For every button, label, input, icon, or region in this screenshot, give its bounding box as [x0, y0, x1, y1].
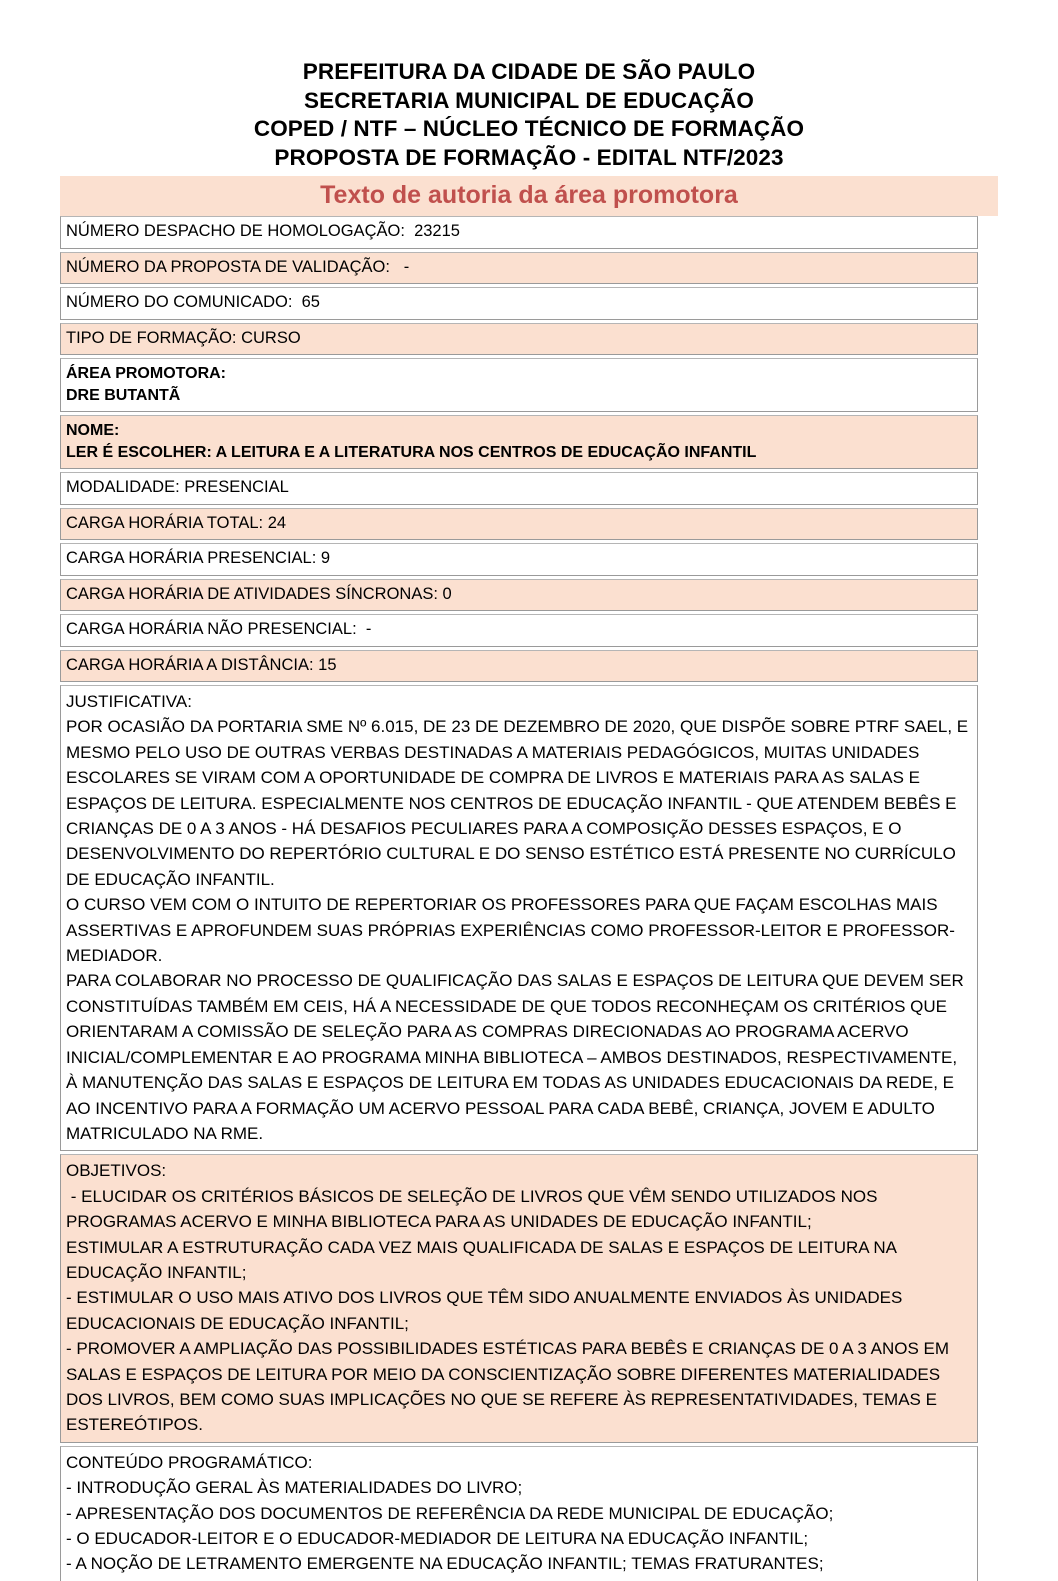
- row-nome: [60, 415, 978, 469]
- authorship-banner-text: Texto de autoria da área promotora: [320, 181, 738, 209]
- area-promotora-value: DRE BUTANTÃ: [66, 386, 181, 404]
- numero-proposta-validacao-text: NÚMERO DA PROPOSTA DE VALIDAÇÃO: -: [66, 257, 410, 276]
- row-carga-horaria-presencial: [60, 543, 978, 576]
- conteudo-item-1: - INTRODUÇÃO GERAL ÀS MATERIALIDADES DO LIVRO;: [66, 1478, 523, 1498]
- justificativa-paragraph-1: POR OCASIÃO DA PORTARIA SME Nº 6.015, DE 23 DE DEZEMBRO DE 2020, QUE DISPÕE SOBRE PTRF SAEL, E MESMO PELO USO DE OUTRAS VERBAS DESTINADAS A MATERIAIS PEDAGÓGICOS, MUITAS UNIDADES ESCOLARES SE VIRAM COM A OPORTUNIDADE DE COMPRA DE LIVROS E MATERIAIS PARA AS SALAS E ESPAÇOS DE LEITURA. ESPECIALMENTE NOS CENTROS DE EDUCAÇÃO INFANTIL - QUE ATENDEM BEBÊS E CRIANÇAS DE 0 A 3 ANOS - HÁ DESAFIOS PECULIARES PARA A COMPOSIÇÃO DESSES ESPAÇOS, E O DESENVOLVIMENTO DO REPERTÓRIO CULTURAL E DO SENSO ESTÉTICO ESTÁ PRESENTE NO CURRÍCULO DE EDUCAÇÃO INFANTIL.: [66, 717, 973, 889]
- area-promotora-label: ÁREA PROMOTORA:: [66, 365, 226, 382]
- carga-horaria-nao-presencial-text: CARGA HORÁRIA NÃO PRESENCIAL: -: [66, 620, 372, 638]
- objetivos-item-2: ESTIMULAR A ESTRUTURAÇÃO CADA VEZ MAIS QUALIFICADA DE SALAS E ESPAÇOS DE LEITURA NA EDUCAÇÃO INFANTIL;: [66, 1237, 901, 1282]
- modalidade-text: MODALIDADE: PRESENCIAL: [66, 478, 289, 496]
- row-conteudo-programatico: [60, 1446, 978, 1581]
- numero-comunicado-text: NÚMERO DO COMUNICADO: 65: [66, 293, 320, 311]
- conteudo-item-2: - APRESENTAÇÃO DOS DOCUMENTOS DE REFERÊNCIA DA REDE MUNICIPAL DE EDUCAÇÃO;: [66, 1503, 834, 1523]
- row-carga-horaria-nao-presencial: [60, 614, 978, 647]
- carga-horaria-presencial-text: CARGA HORÁRIA PRESENCIAL: 9: [66, 549, 331, 567]
- proposal-form-table: [60, 216, 978, 1581]
- tipo-formacao-text: TIPO DE FORMAÇÃO: CURSO: [66, 328, 301, 347]
- row-justificativa: [60, 685, 978, 1151]
- justificativa-paragraph-2: O CURSO VEM COM O INTUITO DE REPERTORIAR OS PROFESSORES PARA QUE FAÇAM ESCOLHAS MAIS ASSERTIVAS E APROFUNDEM SUAS PRÓPRIAS EXPERIÊNCIAS COMO PROFESSOR-LEITOR E PROFESSOR-MEDIADOR.: [66, 895, 955, 966]
- row-numero-comunicado: [60, 287, 978, 320]
- row-area-promotora: [60, 358, 978, 412]
- row-tipo-formacao: [60, 323, 978, 356]
- authorship-banner: [60, 176, 998, 216]
- numero-despacho-text: NÚMERO DESPACHO DE HOMOLOGAÇÃO: 23215: [66, 222, 460, 240]
- document-header: [0, 0, 1058, 172]
- carga-horaria-total-text: CARGA HORÁRIA TOTAL: 24: [66, 513, 287, 532]
- carga-horaria-distancia-text: CARGA HORÁRIA A DISTÂNCIA: 15: [66, 655, 337, 674]
- row-numero-despacho: [60, 216, 978, 249]
- row-modalidade: [60, 472, 978, 505]
- row-carga-horaria-total: [60, 508, 978, 541]
- row-objetivos: [60, 1154, 978, 1442]
- justificativa-label: JUSTIFICATIVA:: [66, 692, 192, 711]
- header-line-4: PROPOSTA DE FORMAÇÃO - EDITAL NTF/2023: [274, 144, 784, 170]
- header-line-3: COPED / NTF – NÚCLEO TÉCNICO DE FORMAÇÃO: [253, 116, 805, 141]
- row-carga-horaria-sincronas: [60, 579, 978, 612]
- objetivos-item-1: - ELUCIDAR OS CRITÉRIOS BÁSICOS DE SELEÇÃO DE LIVROS QUE VÊM SENDO UTILIZADOS NOS PROGRAMAS ACERVO E MINHA BIBLIOTECA PARA AS UNIDADES DE EDUCAÇÃO INFANTIL;: [66, 1186, 883, 1232]
- objetivos-item-3: - ESTIMULAR O USO MAIS ATIVO DOS LIVROS QUE TÊM SIDO ANUALMENTE ENVIADOS ÀS UNIDADES EDUCACIONAIS DE EDUCAÇÃO INFANTIL;: [66, 1288, 908, 1333]
- header-line-1: PREFEITURA DA CIDADE DE SÃO PAULO: [302, 59, 756, 84]
- objetivos-item-4: - PROMOVER A AMPLIAÇÃO DAS POSSIBILIDADES ESTÉTICAS PARA BEBÊS E CRIANÇAS DE 0 A 3 ANOS EM SALAS E ESPAÇOS DE LEITURA POR MEIO DA CONSCIENTIZAÇÃO SOBRE DIFERENTES MATERIALIDADES DOS LIVROS, BEM COMO SUAS IMPLICAÇÕES NO QUE SE REFERE ÀS REPRESENTATIVIDADES, TEMAS E ESTEREÓTIPOS.: [66, 1339, 954, 1435]
- conteudo-item-3: - O EDUCADOR-LEITOR E O EDUCADOR-MEDIADOR DE LEITURA NA EDUCAÇÃO INFANTIL;: [66, 1529, 809, 1548]
- row-carga-horaria-distancia: [60, 650, 978, 683]
- carga-horaria-sincronas-text: CARGA HORÁRIA DE ATIVIDADES SÍNCRONAS: 0: [66, 584, 452, 603]
- nome-value: LER É ESCOLHER: A LEITURA E A LITERATURA NOS CENTROS DE EDUCAÇÃO INFANTIL: [66, 443, 757, 461]
- justificativa-paragraph-3: PARA COLABORAR NO PROCESSO DE QUALIFICAÇÃO DAS SALAS E ESPAÇOS DE LEITURA QUE DEVEM SER CONSTITUÍDAS TAMBÉM EM CEIS, HÁ A NECESSIDADE DE QUE TODOS RECONHEÇAM OS CRITÉRIOS QUE ORIENTARAM A COMISSÃO DE SELEÇÃO PARA AS COMPRAS DIRECIONADAS AO PROGRAMA ACERVO INICIAL/COMPLEMENTAR E AO PROGRAMA MINHA BIBLIOTECA – AMBOS DESTINADOS, RESPECTIVAMENTE, À MANUTENÇÃO DAS SALAS E ESPAÇOS DE LEITURA EM TODAS AS UNIDADES EDUCACIONAIS DA REDE, E AO INCENTIVO PARA A FORMAÇÃO UM ACERVO PESSOAL PARA CADA BEBÊ, CRIANÇA, JOVEM E ADULTO MATRICULADO NA RME.: [66, 971, 969, 1143]
- conteudo-programatico-label: CONTEÚDO PROGRAMÁTICO:: [66, 1452, 313, 1472]
- objetivos-label: OBJETIVOS:: [66, 1161, 167, 1181]
- row-numero-proposta-validacao: [60, 252, 978, 285]
- header-line-2: SECRETARIA MUNICIPAL DE EDUCAÇÃO: [304, 87, 754, 113]
- nome-label: NOME:: [66, 422, 120, 439]
- conteudo-item-4: - A NOÇÃO DE LETRAMENTO EMERGENTE NA EDUCAÇÃO INFANTIL; TEMAS FRATURANTES;: [66, 1554, 824, 1574]
